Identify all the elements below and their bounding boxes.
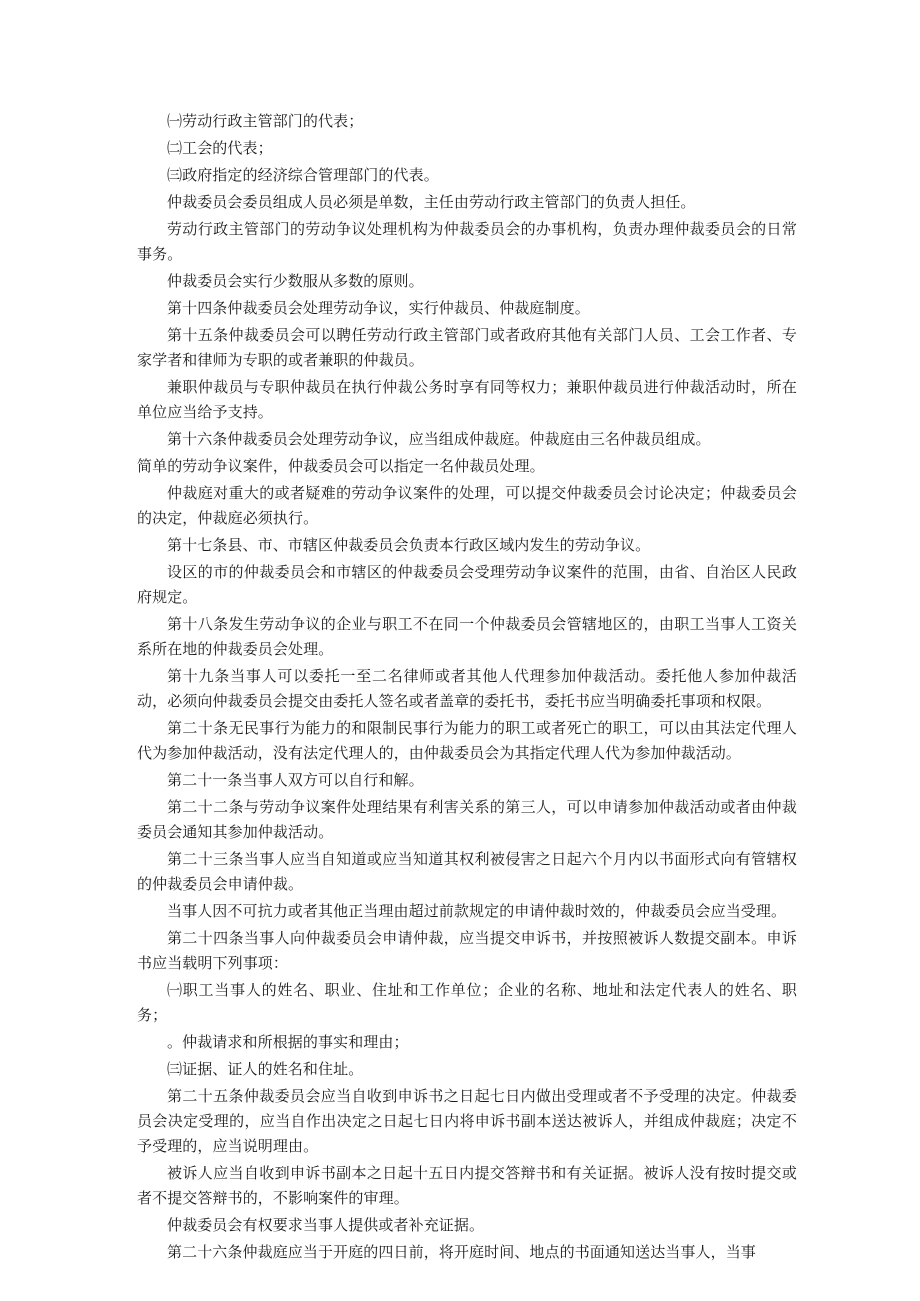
paragraph: 第二十三条当事人应当自知道或应当知道其权利被侵害之日起六个月内以书面形式向有管辖权的仲裁委员会申请仲裁。 — [137, 850, 797, 893]
paragraph: 第十七条县、市、市辖区仲裁委员会负责本行政区域内发生的劳动争议。 — [167, 536, 651, 554]
paragraph: 兼职仲裁员与专职仲裁员在执行仲裁公务时享有同等权力；兼职仲裁员进行仲裁活动时，所在单位应当给予支持。 — [137, 378, 797, 421]
paragraph: 第二十四条当事人向仲裁委员会申请仲裁，应当提交申诉书，并按照被诉人数提交副本。申诉书应当载明下列事项： — [137, 929, 797, 972]
paragraph: 第十六条仲裁委员会处理劳动争议，应当组成仲裁庭。仲裁庭由三名仲裁员组成。 — [167, 430, 711, 448]
paragraph: ㈢证据、证人的姓名和住址。 — [167, 1060, 364, 1078]
paragraph: 第二十五条仲裁委员会应当自收到申诉书之日起七日内做出受理或者不予受理的决定。仲裁委员会决定受理的，应当自作出决定之日起七日内将申诉书副本送达被诉人，并组成仲裁庭；决定不予受理的，应当说明理由。 — [137, 1087, 797, 1155]
paragraph: 第二十条无民事行为能力的和限制民事行为能力的职工或者死亡的职工，可以由其法定代理人代为参加仲裁活动，没有法定代理人的，由仲裁委员会为其指定代理人代为参加仲裁活动。 — [137, 719, 797, 762]
document-body — [137, 109, 797, 1267]
paragraph: 仲裁委员会委员组成人员必须是单数，主任由劳动行政主管部门的负责人担任。 — [167, 193, 696, 211]
paragraph: 设区的市的仲裁委员会和市辖区的仲裁委员会受理劳动争议案件的范围，由省、自治区人民政府规定。 — [137, 563, 797, 606]
paragraph: 仲裁委员会实行少数服从多数的原则。 — [167, 272, 424, 290]
paragraph: 第十四条仲裁委员会处理劳动争议，实行仲裁员、仲裁庭制度。 — [167, 299, 590, 317]
paragraph: 当事人因不可抗力或者其他正当理由超过前款规定的申请仲裁时效的，仲裁委员会应当受理。 — [167, 902, 787, 920]
paragraph: 被诉人应当自收到申诉书副本之日起十五日内提交答辩书和有关证据。被诉人没有按时提交或者不提交答辩书的，不影响案件的审理。 — [137, 1164, 797, 1207]
paragraph: 仲裁庭对重大的或者疑难的劳动争议案件的处理，可以提交仲裁委员会讨论决定；仲裁委员会的决定，仲裁庭必须执行。 — [137, 484, 797, 527]
paragraph: ㈢政府指定的经济综合管理部门的代表。 — [167, 166, 439, 184]
paragraph: ㈠劳动行政主管部门的代表； — [167, 112, 364, 130]
paragraph: 仲裁委员会有权要求当事人提供或者补充证据。 — [167, 1216, 485, 1234]
paragraph: 。仲裁请求和所根据的事实和理由； — [167, 1033, 409, 1051]
paragraph: ㈡工会的代表； — [167, 139, 273, 157]
paragraph: 劳动行政主管部门的劳动争议处理机构为仲裁委员会的办事机构，负责办理仲裁委员会的日常事务。 — [137, 220, 797, 263]
paragraph: 第二十一条当事人双方可以自行和解。 — [167, 771, 424, 789]
paragraph: 第十五条仲裁委员会可以聘任劳动行政主管部门或者政府其他有关部门人员、工会工作者、专家学者和律师为专职的或者兼职的仲裁员。 — [137, 326, 797, 369]
paragraph: 第二十二条与劳动争议案件处理结果有利害关系的第三人，可以申请参加仲裁活动或者由仲裁委员会通知其参加仲裁活动。 — [137, 798, 797, 841]
paragraph: 第十八条发生劳动争议的企业与职工不在同一个仲裁委员会管辖地区的，由职工当事人工资关系所在地的仲裁委员会处理。 — [137, 615, 797, 658]
paragraph: ㈠职工当事人的姓名、职业、住址和工作单位；企业的名称、地址和法定代表人的姓名、职务； — [137, 981, 797, 1024]
paragraph: 第十九条当事人可以委托一至二名律师或者其他人代理参加仲裁活动。委托他人参加仲裁活动，必须向仲裁委员会提交由委托人签名或者盖章的委托书，委托书应当明确委托事项和权限。 — [137, 667, 797, 710]
paragraph: 第二十六条仲裁庭应当于开庭的四日前，将开庭时间、地点的书面通知送达当事人，当事 — [167, 1243, 756, 1261]
paragraph: 简单的劳动争议案件，仲裁委员会可以指定一名仲裁员处理。 — [137, 457, 545, 475]
